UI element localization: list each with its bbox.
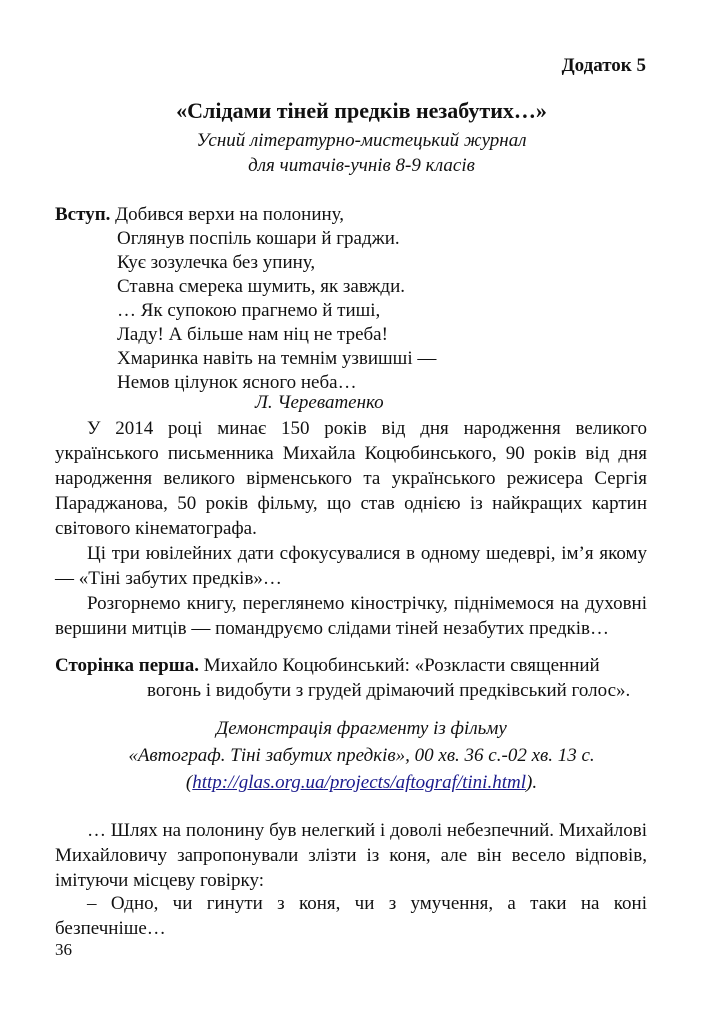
poem-line-4: Ставна смерека шумить, як завжди.: [117, 276, 405, 297]
subtitle-line-1: Усний літературно-мистецький журнал: [196, 130, 527, 151]
page-title: «Слідами тіней предків незабутих…»: [176, 98, 547, 123]
poem-line-6: Ладу! А більше нам ніц не треба!: [117, 324, 388, 345]
poem-line-8: Немов цілунок ясного неба…: [117, 372, 357, 393]
paragraph-three-dates: Ці три ювілейних дати сфокусувалися в одному шедеврі, ім’я якому — «Тіні забутих предків»…: [55, 543, 647, 589]
demo-line-1: Демонстрація фрагменту із фільму: [216, 718, 507, 739]
poem-line-7: Хмаринка навіть на темнім узвишші —: [117, 348, 437, 369]
poem-line-3: Кує зозулечка без упину,: [117, 252, 316, 273]
section-label: Сторінка перша.: [55, 655, 199, 676]
link-close-paren: ).: [526, 772, 538, 793]
section-first-line: [55, 653, 647, 678]
subtitle-line-2: для читачів-учнів 8-9 класів: [248, 155, 475, 176]
demo-line-2: «Автограф. Тіні забутих предків», 00 хв. 36 с.-02 хв. 13 с.: [128, 745, 595, 766]
paragraph-anniversary: У 2014 році минає 150 років від дня народження великого українського письменника Михайла Коцюбинського, 90 років від дня народження великого вірменського та українського режисера Сергія Параджанова, 50 років фільму, що став однією із найкращих картин світового кінематографа.: [55, 418, 647, 539]
film-fragment-link[interactable]: http://glas.org.ua/projects/aftograf/tini.html: [192, 772, 526, 793]
page-number: 36: [55, 940, 72, 959]
poem-line-2: Оглянув поспіль кошари й граджи.: [117, 228, 400, 249]
paragraph-open-book: Розгорнемо книгу, переглянемо кінострічку, піднімемося на духовні вершини митців — помандруємо слідами тіней незабутих предків…: [55, 593, 647, 639]
section-quote-line-1: Михайло Коцюбинський: «Розкласти священний: [203, 655, 600, 676]
link-open-paren: (: [185, 772, 193, 793]
poem-line-5: … Як супокою прагнемо й тиші,: [117, 300, 381, 321]
story-paragraph: … Шлях на полонину був нелегкий і доволі небезпечний. Михайлові Михайловичу запропонували злізти із коня, але він весело відповів, імітуючи місцеву говірку:: [55, 820, 647, 891]
poem-author: Л. Череватенко: [255, 392, 384, 413]
section-quote-line-2: вогонь і видобути з грудей дрімаючий предківський голос».: [147, 680, 631, 701]
intro-first-line: [55, 204, 344, 226]
intro-label: Вступ.: [55, 204, 111, 225]
section-page-one: [55, 653, 647, 701]
demo-link-line: [0, 772, 723, 794]
poem-line-1: Добився верхи на полонину,: [115, 204, 345, 225]
story-quote: – Одно, чи гинути з коня, чи з умучення, а таки на коні безпечніше…: [55, 893, 647, 939]
appendix-label: Додаток 5: [561, 55, 646, 76]
